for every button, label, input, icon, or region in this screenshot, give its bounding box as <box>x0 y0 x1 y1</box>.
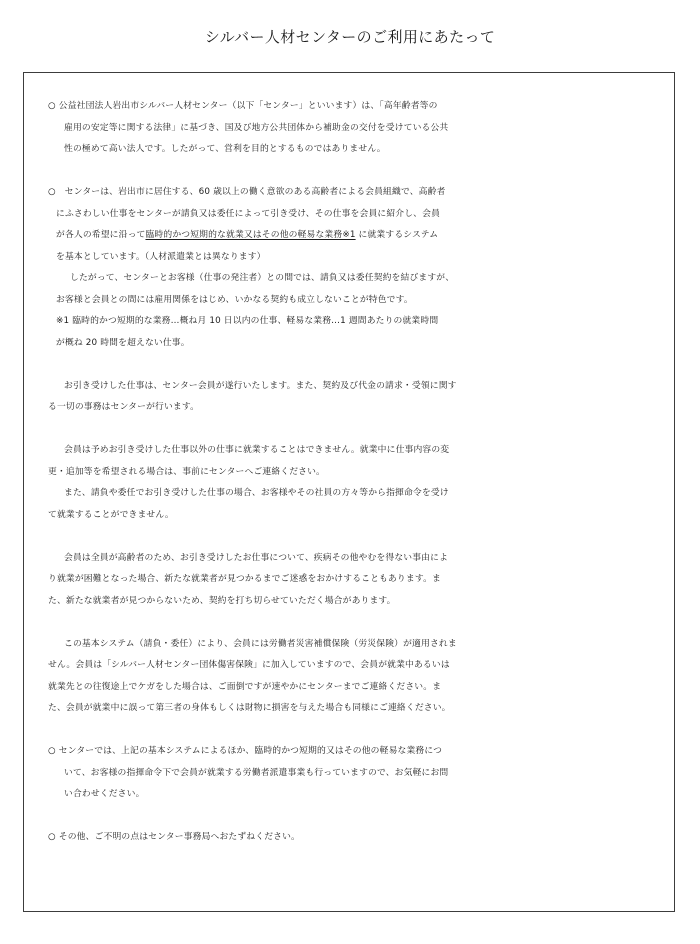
text-run: が各人の希望に沿って <box>56 230 146 240</box>
paragraph-line: い合わせください。 <box>64 789 145 799</box>
paragraph-line: 性の極めて高い法人です。したがって、営利を目的とするものではありません。 <box>64 144 386 154</box>
paragraph-line: お客様と会員との間には雇用関係をはじめ、いかなる契約も成立しないことが特色です。 <box>56 294 413 305</box>
paragraph-line: 会員は全員が高齢者のため、お引き受けしたお仕事について、疾病その他やむを得ない事由によ <box>64 552 449 563</box>
paragraph-2 <box>48 182 664 354</box>
page-title: シルバー人材センターのご利用にあたって <box>204 28 496 46</box>
paragraph-line: て就業することができません。 <box>48 509 174 520</box>
paragraph-line: 会員は予めお引き受けした仕事以外の仕事に就業することはできません。就業中に仕事内容の変 <box>64 445 450 455</box>
paragraph-line: 更・追加等を希望される場合は、事前にセンターへご連絡ください。 <box>48 466 326 477</box>
text-run: に就業するシステム <box>355 230 439 240</box>
paragraph-6 <box>48 634 664 720</box>
paragraph-7 <box>48 741 664 806</box>
paragraph-line: お引き受けした仕事は、センター会員が遂行いたします。また、契約及び代金の請求・受領に関す <box>64 380 457 391</box>
paragraph-1 <box>48 96 664 161</box>
paragraph-line: た、会員が就業中に誤って第三者の身体もしくは財物に損害を与えた場合も同様にご連絡ください。 <box>48 703 451 713</box>
footnote-line: が概ね 20 時間を超えない仕事。 <box>56 337 190 348</box>
paragraph-line: ○ センターは、岩出市に居住する、60 歳以上の働く意欲のある高齢者による会員組織で、高齢者 <box>48 187 446 197</box>
paragraph-line: また、請負や委任でお引き受けした仕事の場合、お客様やその社員の方々等から指揮命令を受け <box>64 488 449 498</box>
paragraph-line: したがって、センターとお客様（仕事の発注者）との間では、請負又は委任契約を結びますが、 <box>70 273 455 283</box>
paragraph-line: ○ センターでは、上記の基本システムによるほか、臨時的かつ短期的又はその他の軽易な業務につ <box>48 746 443 756</box>
footnote-line: ※1 臨時的かつ短期的な業務…概ね月 10 日以内の仕事、軽易な業務…1 週間あたりの就業時間 <box>56 316 439 326</box>
paragraph-4 <box>48 440 664 526</box>
paragraph-line <box>48 225 664 247</box>
paragraph-line: せん。会員は「シルバー人材センター団体傷害保険」に加入していますので、会員が就業中あるいは <box>48 660 450 670</box>
document-body <box>48 96 664 849</box>
paragraph-line: ○ 公益社団法人岩出市シルバー人材センター（以下「センター」といいます）は、「高年齢者等の <box>48 101 438 111</box>
paragraph-line: にふさわしい仕事をセンターが請負又は委任によって引き受け、その仕事を会員に紹介し、会員 <box>56 208 441 219</box>
underlined-term: 臨時的かつ短期的な就業又はその他の軽易な業務※1 <box>145 230 356 240</box>
paragraph-3 <box>48 376 664 419</box>
paragraph-line: を基本としています。（人材派遣業とは異なります） <box>56 251 266 262</box>
paragraph-line: いて、お客様の指揮命令下で会員が就業する労働者派遣事業も行っていますので、お気軽にお問 <box>64 767 449 778</box>
paragraph-line: 雇用の安定等に関する法律」に基づき、国及び地方公共団体から補助金の交付を受けている公共 <box>64 122 449 133</box>
paragraph-line: る一切の事務はセンターが行います。 <box>48 402 200 412</box>
paragraph-line: ○ その他、ご不明の点はセンター事務局へおたずねください。 <box>48 832 300 842</box>
paragraph-5 <box>48 548 664 613</box>
paragraph-line: この基本システム（請負・委任）により、会員には労働者災害補償保険（労災保険）が適用されま <box>64 638 457 649</box>
paragraph-8 <box>48 827 664 849</box>
paragraph-line: た、新たな就業者が見つからないため、契約を打ち切らせていただく場合があります。 <box>48 595 396 606</box>
paragraph-line: り就業が困難となった場合、新たな就業者が見つかるまでご迷惑をおかけすることもあります。ま <box>48 574 441 584</box>
paragraph-line: 就業先との往復途上でケガをした場合は、ご面倒ですが速やかにセンターまでご連絡ください。ま <box>48 681 442 692</box>
